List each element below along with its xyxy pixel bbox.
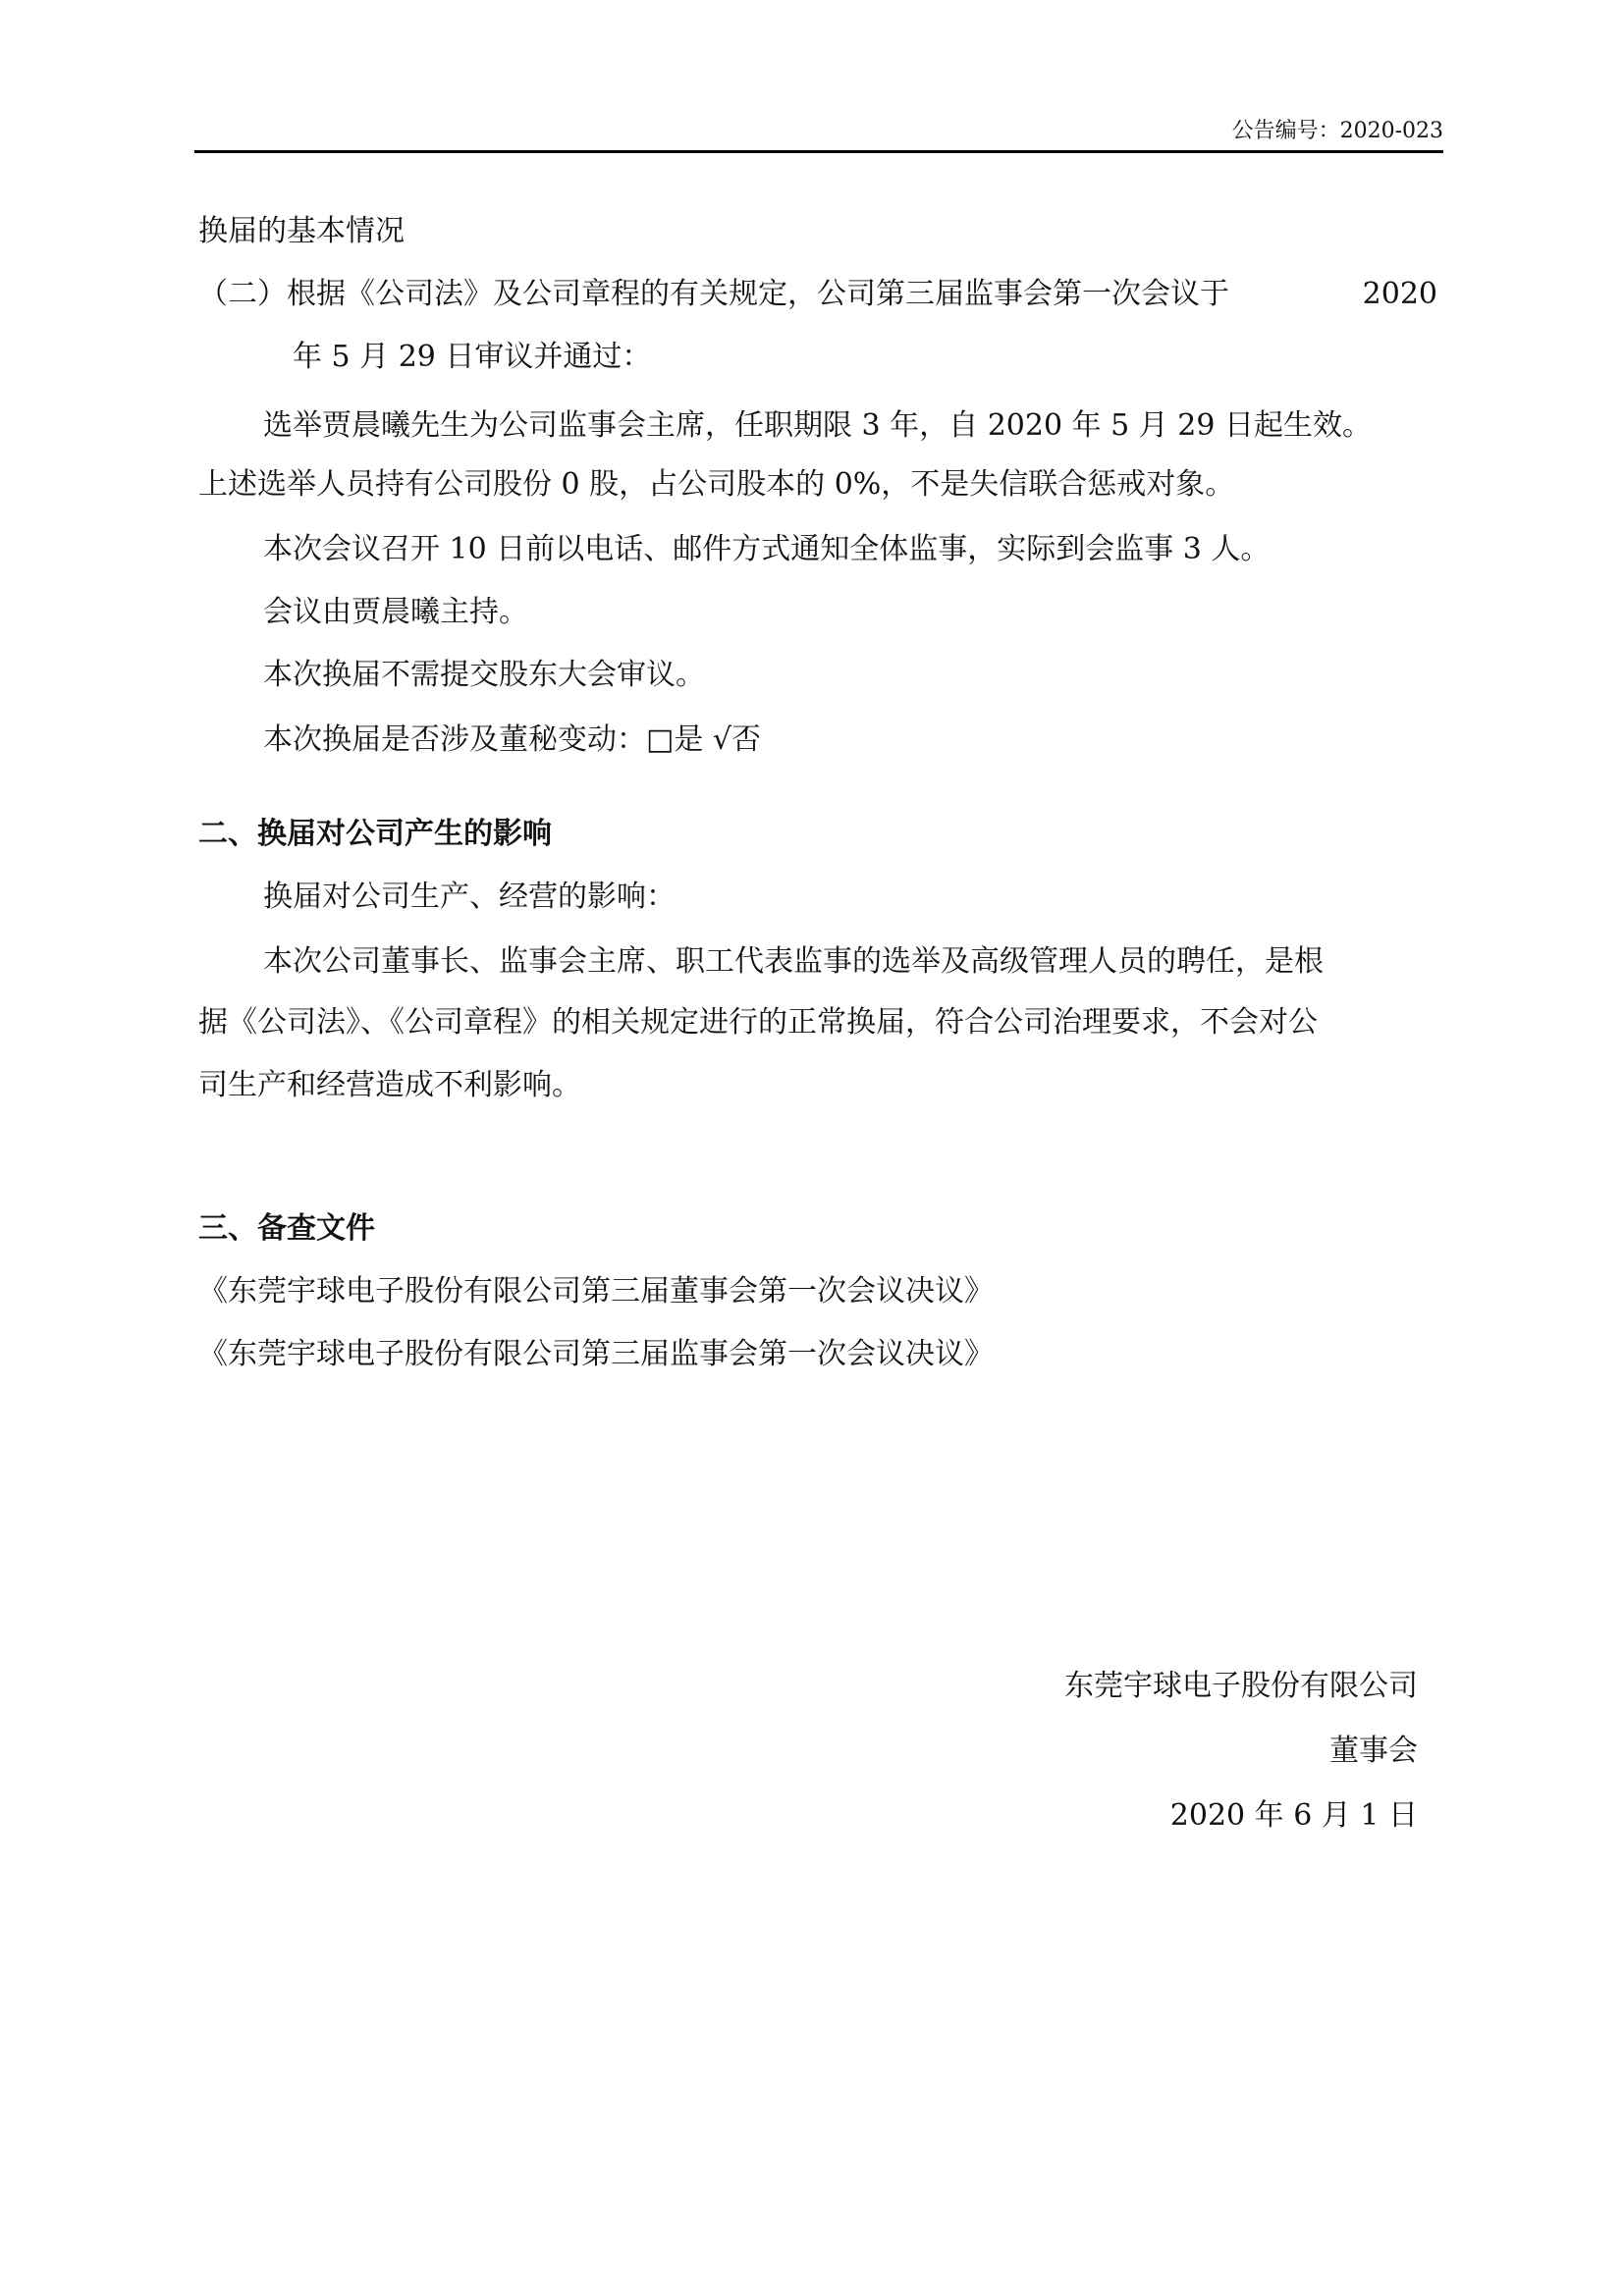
section2-line-4: 司生产和经营造成不利影响。 <box>198 1068 581 1102</box>
header-rule <box>194 150 1443 153</box>
body-line-4: 选举贾晨曦先生为公司监事会主席，任职期限 3 年，自 2020 年 5 月 29 日起生效。 <box>263 408 1372 443</box>
body-line-2 <box>198 275 1437 314</box>
section3-heading: 三、备查文件 <box>198 1211 375 1246</box>
signature-date: 2020 年 6 月 1 日 <box>1169 1798 1418 1833</box>
body-line-8: 本次换届不需提交股东大会审议。 <box>263 658 705 692</box>
body-line-6: 本次会议召开 10 日前以电话、邮件方式通知全体监事，实际到会监事 3 人。 <box>263 532 1271 566</box>
body-line-2-text: （二）根据《公司法》及公司章程的有关规定，公司第三届监事会第一次会议于 <box>198 277 1229 311</box>
notice-number: 公告编号：2020-023 <box>1231 119 1443 143</box>
body-line-3: 年 5 月 29 日审议并通过： <box>293 340 652 374</box>
section2-line-1: 换届对公司生产、经营的影响： <box>263 880 676 914</box>
reference-document-2: 《东莞宇球电子股份有限公司第三届监事会第一次会议决议》 <box>198 1337 994 1371</box>
section2-heading: 二、换届对公司产生的影响 <box>198 817 552 851</box>
body-line-1: 换届的基本情况 <box>198 214 405 248</box>
body-line-7: 会议由贾晨曦主持。 <box>263 595 528 629</box>
reference-document-1: 《东莞宇球电子股份有限公司第三届董事会第一次会议决议》 <box>198 1274 994 1308</box>
body-line-5: 上述选举人员持有公司股份 0 股，占公司股本的 0%，不是失信联合惩戒对象。 <box>198 467 1235 502</box>
section2-line-2: 本次公司董事长、监事会主席、职工代表监事的选举及高级管理人员的聘任，是根 <box>263 944 1324 979</box>
signature-company: 东莞宇球电子股份有限公司 <box>1064 1669 1418 1703</box>
body-line-9: 本次换届是否涉及董秘变动：□是 √否 <box>263 722 761 757</box>
section2-line-3: 据《公司法》、《公司章程》的相关规定进行的正常换届，符合公司治理要求，不会对公 <box>198 1005 1318 1040</box>
body-line-2-year: 2020 <box>1362 277 1437 311</box>
signature-board: 董事会 <box>1329 1734 1418 1768</box>
